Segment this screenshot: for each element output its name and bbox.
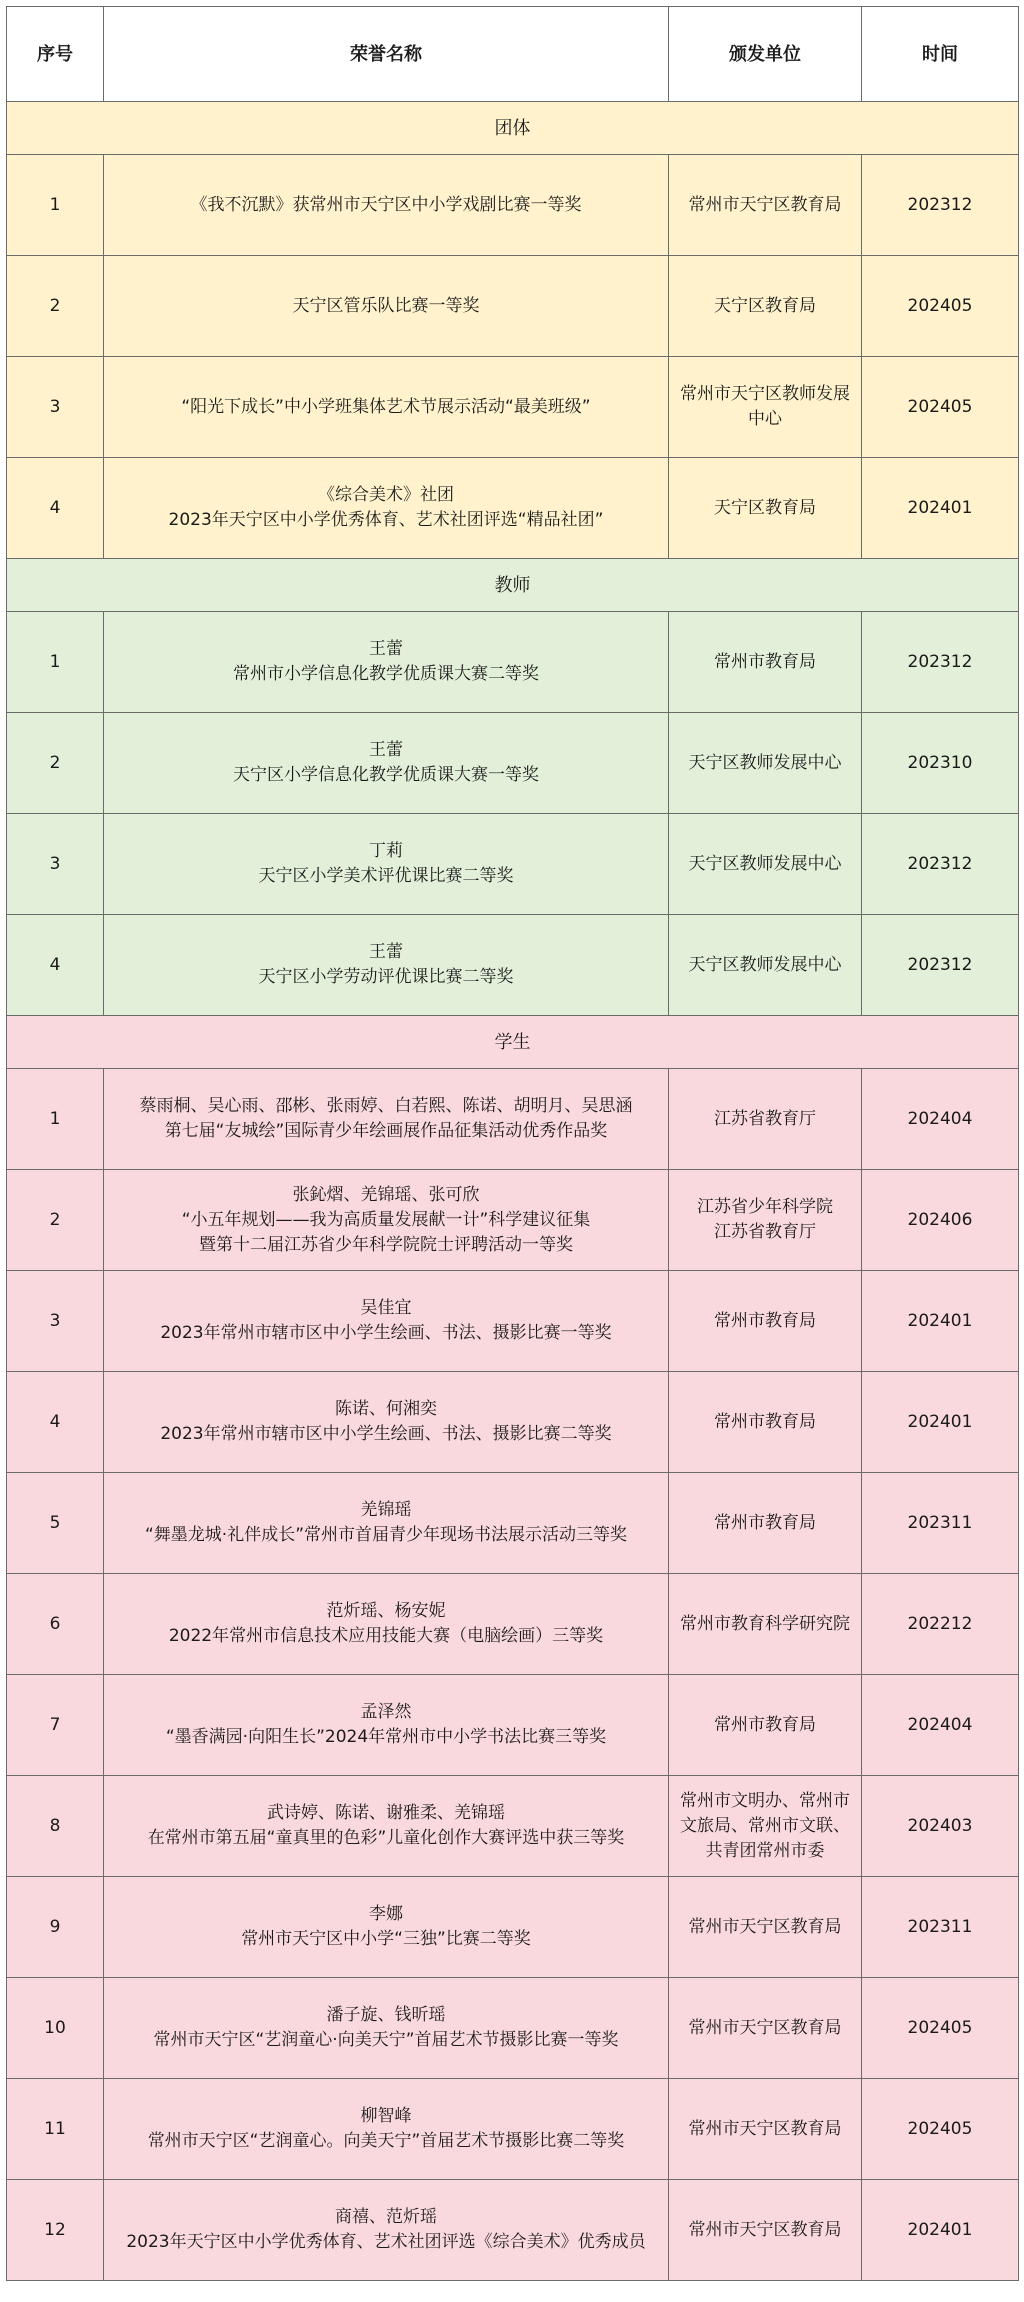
date-cell: 202404 — [862, 1675, 1019, 1776]
date-cell: 202403 — [862, 1776, 1019, 1877]
row-number: 10 — [7, 1978, 104, 2079]
row-number: 9 — [7, 1877, 104, 1978]
issuer-line: 天宁区教师发展中心 — [688, 853, 842, 874]
issuer-line: 常州市天宁区教育局 — [688, 194, 842, 215]
date-cell: 202401 — [862, 1271, 1019, 1372]
honor-name-line: “小五年规划——我为高质量发展献一计”科学建议征集 — [181, 1209, 591, 1230]
honor-name-cell — [104, 1574, 669, 1675]
date-cell: 202311 — [862, 1877, 1019, 1978]
honor-name-line: 吴佳宜 — [360, 1298, 412, 1318]
honor-name-line: 蔡雨桐、吴心雨、邵彬、张雨婷、白若熙、陈诺、胡明月、吴思涵 — [139, 1096, 633, 1116]
date-cell: 202212 — [862, 1574, 1019, 1675]
issuer-cell — [669, 915, 862, 1016]
issuer-line: 江苏省少年科学院 — [697, 1197, 833, 1217]
row-number: 8 — [7, 1776, 104, 1877]
date-cell: 202401 — [862, 2180, 1019, 2281]
honor-name-line: 羌锦瑶 — [360, 1500, 412, 1520]
honor-name-cell — [104, 1372, 669, 1473]
issuer-cell — [669, 155, 862, 256]
table-row — [7, 612, 1019, 713]
table-row — [7, 1978, 1019, 2079]
honor-name-cell — [104, 1170, 669, 1271]
section-title: 学生 — [7, 1016, 1019, 1069]
row-number: 1 — [7, 1069, 104, 1170]
issuer-line: 江苏省教育厅 — [714, 1222, 816, 1242]
honor-name-line: 常州市天宁区“艺润童心。向美天宁”首届艺术节摄影比赛二等奖 — [147, 2131, 625, 2151]
honor-name-line: 常州市小学信息化教学优质课大赛二等奖 — [233, 664, 539, 684]
table-row — [7, 1877, 1019, 1978]
honor-name-line: 《我不沉默》获常州市天宁区中小学戏剧比赛一等奖 — [190, 194, 582, 215]
honor-name-line: 王蕾 — [369, 942, 403, 962]
honor-name-cell — [104, 357, 669, 458]
row-number: 4 — [7, 915, 104, 1016]
issuer-cell — [669, 458, 862, 559]
honor-name-line: 天宁区小学美术评优课比赛二等奖 — [258, 866, 514, 886]
date-cell: 202405 — [862, 256, 1019, 357]
section-header-student — [7, 1016, 1019, 1069]
honor-name-line: 《综合美术》社团 — [318, 485, 454, 505]
honor-name-cell — [104, 612, 669, 713]
issuer-cell — [669, 1271, 862, 1372]
honor-name-line: 第七届“友城绘”国际青少年绘画展作品征集活动优秀作品奖 — [164, 1121, 608, 1141]
issuer-line: 常州市天宁区教育局 — [688, 1916, 842, 1937]
issuer-line: 常州市教育局 — [714, 1310, 816, 1331]
honor-name-line: 武诗婷、陈诺、谢雅柔、羌锦瑶 — [267, 1803, 505, 1823]
date-cell: 202312 — [862, 612, 1019, 713]
honor-name-line: 李娜 — [369, 1904, 403, 1924]
row-number: 4 — [7, 1372, 104, 1473]
issuer-line: 常州市教育局 — [714, 1512, 816, 1533]
honor-name-cell — [104, 1978, 669, 2079]
honor-name-line: 2022年常州市信息技术应用技能大赛（电脑绘画）三等奖 — [168, 1626, 604, 1646]
honor-name-line: 丁莉 — [369, 841, 403, 861]
honor-name-line: 2023年常州市辖市区中小学生绘画、书法、摄影比赛一等奖 — [160, 1323, 612, 1343]
table-row — [7, 357, 1019, 458]
table-row — [7, 1574, 1019, 1675]
issuer-line: 常州市教育局 — [714, 651, 816, 672]
date-cell: 202312 — [862, 814, 1019, 915]
honor-name-line: “舞墨龙城·礼伴成长”常州市首届青少年现场书法展示活动三等奖 — [144, 1525, 628, 1545]
row-number: 1 — [7, 612, 104, 713]
issuer-line: 常州市文明办、常州市 — [680, 1790, 850, 1811]
row-number: 2 — [7, 256, 104, 357]
issuer-line: 天宁区教师发展中心 — [688, 954, 842, 975]
issuer-cell — [669, 1877, 862, 1978]
honor-name-cell — [104, 1271, 669, 1372]
issuer-cell — [669, 1776, 862, 1877]
issuer-cell — [669, 1170, 862, 1271]
date-cell: 202310 — [862, 713, 1019, 814]
date-cell: 202312 — [862, 155, 1019, 256]
honor-name-cell — [104, 1473, 669, 1574]
table-row — [7, 814, 1019, 915]
table-row — [7, 1473, 1019, 1574]
issuer-cell — [669, 2079, 862, 2180]
header-no: 序号 — [7, 7, 104, 102]
issuer-cell — [669, 1372, 862, 1473]
issuer-cell — [669, 2180, 862, 2281]
honor-name-cell — [104, 713, 669, 814]
issuer-cell — [669, 612, 862, 713]
honor-name-line: 天宁区小学信息化教学优质课大赛一等奖 — [233, 765, 539, 785]
table-row — [7, 1271, 1019, 1372]
row-number: 3 — [7, 814, 104, 915]
honor-name-line: 潘子旋、钱昕瑶 — [326, 2005, 446, 2025]
honor-name-cell — [104, 155, 669, 256]
honor-name-cell — [104, 814, 669, 915]
honor-name-line: 天宁区管乐队比赛一等奖 — [292, 295, 480, 316]
issuer-line: 常州市教育局 — [714, 1714, 816, 1735]
issuer-line: 天宁区教育局 — [714, 497, 816, 518]
issuer-line: 常州市教育局 — [714, 1411, 816, 1432]
honor-name-line: 王蕾 — [369, 639, 403, 659]
honor-name-line: 张鈊熠、羌锦瑶、张可欣 — [292, 1184, 480, 1205]
honor-name-line: “墨香满园·向阳生长”2024年常州市中小学书法比赛三等奖 — [165, 1727, 607, 1747]
table-row — [7, 2180, 1019, 2281]
date-cell: 202401 — [862, 458, 1019, 559]
table-row — [7, 1170, 1019, 1271]
table-row — [7, 1069, 1019, 1170]
date-cell: 202401 — [862, 1372, 1019, 1473]
issuer-line: 天宁区教师发展中心 — [688, 752, 842, 773]
header-date: 时间 — [862, 7, 1019, 102]
issuer-cell — [669, 357, 862, 458]
section-title: 教师 — [7, 559, 1019, 612]
honor-name-line: 范炘瑶、杨安妮 — [326, 1601, 446, 1621]
honor-name-line: 暨第十二届江苏省少年科学院院士评聘活动一等奖 — [199, 1234, 573, 1255]
row-number: 4 — [7, 458, 104, 559]
row-number: 2 — [7, 1170, 104, 1271]
row-number: 7 — [7, 1675, 104, 1776]
honor-name-line: 天宁区小学劳动评优课比赛二等奖 — [258, 967, 514, 987]
honor-name-line: 2023年常州市辖市区中小学生绘画、书法、摄影比赛二等奖 — [160, 1424, 612, 1444]
table-row — [7, 1675, 1019, 1776]
date-cell: 202404 — [862, 1069, 1019, 1170]
honor-name-line: 常州市天宁区“艺润童心·向美天宁”首届艺术节摄影比赛一等奖 — [153, 2030, 619, 2050]
honor-name-cell — [104, 915, 669, 1016]
date-cell: 202312 — [862, 915, 1019, 1016]
honor-table — [6, 6, 1019, 2281]
honor-name-line: 孟泽然 — [360, 1702, 412, 1722]
honor-name-cell — [104, 1877, 669, 1978]
date-cell: 202405 — [862, 1978, 1019, 2079]
header-row — [7, 7, 1019, 102]
honor-name-line: 2023年天宁区中小学优秀体育、艺术社团评选“精品社团” — [168, 510, 604, 530]
honor-name-line: 商禧、范炘瑶 — [335, 2207, 437, 2227]
honor-name-cell — [104, 256, 669, 357]
issuer-cell — [669, 713, 862, 814]
honor-name-cell — [104, 458, 669, 559]
issuer-line: 江苏省教育厅 — [714, 1108, 816, 1129]
issuer-line: 天宁区教育局 — [714, 295, 816, 316]
table-row — [7, 2079, 1019, 2180]
issuer-line: 常州市教育科学研究院 — [680, 1613, 850, 1634]
header-honor-name: 荣誉名称 — [104, 7, 669, 102]
issuer-cell — [669, 1675, 862, 1776]
row-number: 12 — [7, 2180, 104, 2281]
table-row — [7, 1372, 1019, 1473]
honor-name-line: 柳智峰 — [360, 2106, 412, 2126]
table-row — [7, 155, 1019, 256]
row-number: 3 — [7, 357, 104, 458]
row-number: 1 — [7, 155, 104, 256]
honor-name-line: “阳光下成长”中小学班集体艺术节展示活动“最美班级” — [181, 396, 591, 417]
issuer-cell — [669, 1069, 862, 1170]
row-number: 11 — [7, 2079, 104, 2180]
section-header-teacher — [7, 559, 1019, 612]
honor-name-cell — [104, 1675, 669, 1776]
issuer-line: 共青团常州市委 — [705, 1840, 825, 1861]
issuer-line: 常州市天宁区教育局 — [688, 2219, 842, 2240]
issuer-cell — [669, 1473, 862, 1574]
issuer-line: 中心 — [748, 409, 782, 429]
table-row — [7, 1776, 1019, 1877]
table-body — [7, 102, 1019, 2281]
honor-name-cell — [104, 1776, 669, 1877]
table-row — [7, 458, 1019, 559]
honor-name-line: 2023年天宁区中小学优秀体育、艺术社团评选《综合美术》优秀成员 — [126, 2232, 646, 2252]
date-cell: 202311 — [862, 1473, 1019, 1574]
date-cell: 202405 — [862, 2079, 1019, 2180]
honor-name-line: 在常州市第五届“童真里的色彩”儿童化创作大赛评选中获三等奖 — [147, 1828, 625, 1848]
honor-name-line: 常州市天宁区中小学“三独”比赛二等奖 — [241, 1929, 531, 1949]
issuer-cell — [669, 1978, 862, 2079]
date-cell: 202405 — [862, 357, 1019, 458]
table-row — [7, 256, 1019, 357]
row-number: 5 — [7, 1473, 104, 1574]
issuer-line: 常州市天宁区教育局 — [688, 2017, 842, 2038]
row-number: 6 — [7, 1574, 104, 1675]
date-cell: 202406 — [862, 1170, 1019, 1271]
section-title: 团体 — [7, 102, 1019, 155]
row-number: 2 — [7, 713, 104, 814]
issuer-line: 文旅局、常州市文联、 — [680, 1815, 850, 1836]
row-number: 3 — [7, 1271, 104, 1372]
table-row — [7, 915, 1019, 1016]
section-header-team — [7, 102, 1019, 155]
header-issuer: 颁发单位 — [669, 7, 862, 102]
honor-name-cell — [104, 2079, 669, 2180]
issuer-cell — [669, 256, 862, 357]
issuer-line: 常州市天宁区教师发展 — [680, 384, 850, 404]
table-row — [7, 713, 1019, 814]
issuer-cell — [669, 1574, 862, 1675]
issuer-cell — [669, 814, 862, 915]
honor-name-cell — [104, 1069, 669, 1170]
honor-name-line: 王蕾 — [369, 740, 403, 760]
honor-name-cell — [104, 2180, 669, 2281]
honor-name-line: 陈诺、何湘奕 — [335, 1399, 437, 1419]
issuer-line: 常州市天宁区教育局 — [688, 2118, 842, 2139]
